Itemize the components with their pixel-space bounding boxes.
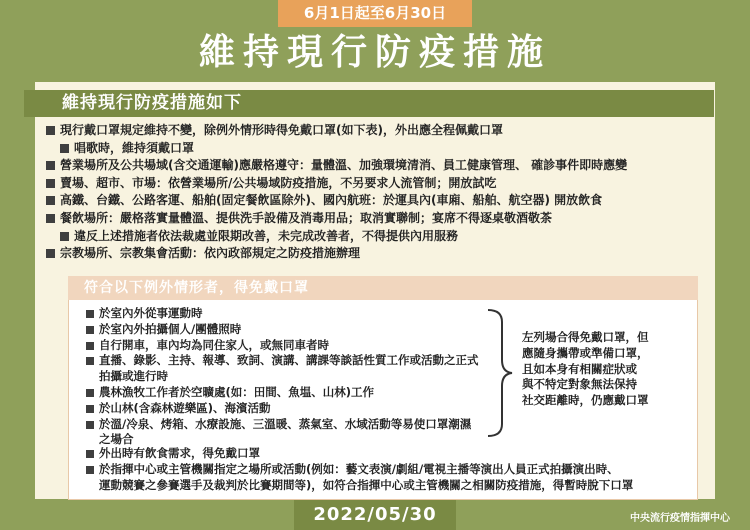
rules-list	[46, 122, 714, 263]
exception-text: 於山林(含森林遊樂區)、海濱活動	[99, 400, 271, 415]
rule-item	[46, 140, 714, 158]
bottom-text: 於指揮中心或主管機關指定之場所或活動(例如：藝文表演/劇組/電視主播等演出人員正式拍攝演出時、	[99, 461, 619, 476]
bullet-square-icon	[86, 389, 94, 397]
brace-icon	[484, 308, 514, 438]
rule-text: 宗教場所、宗教集會活動：依內政部規定之防疫措施辦理	[60, 246, 361, 261]
bottom-item	[86, 446, 706, 462]
exception-item	[86, 353, 481, 385]
rule-item	[46, 175, 714, 193]
bullet-square-icon	[86, 405, 94, 413]
bottom-text: 外出時有飲食需求，得免戴口罩	[99, 446, 260, 460]
rule-item	[46, 157, 714, 175]
rule-item	[46, 192, 714, 210]
bullet-square-icon	[86, 342, 94, 350]
exception-item	[86, 338, 481, 354]
publish-date: 2022/05/30	[294, 500, 456, 530]
bullet-square-icon	[46, 214, 55, 223]
bottom-list	[86, 446, 706, 493]
bullet-square-icon	[60, 144, 69, 153]
bullet-square-icon	[60, 232, 69, 241]
exception-item	[86, 417, 481, 449]
bullet-square-icon	[86, 466, 94, 474]
exception-header	[68, 276, 698, 300]
exception-item	[86, 401, 481, 417]
bullet-square-icon	[86, 326, 94, 334]
bullet-square-icon	[46, 249, 55, 258]
rule-item	[46, 228, 714, 246]
exception-text: 農林漁牧工作者於空曠處(如：田間、魚塭、山林)工作	[99, 384, 375, 399]
bottom-item	[86, 462, 706, 478]
bottom-text: 運動競賽之參賽選手及裁判於比賽期間等)，如符合指揮中心或主管機關之相關防疫措施，得暫時脫下口罩	[99, 477, 634, 492]
exception-heading: 符合以下例外情形者，得免戴口罩	[84, 280, 309, 296]
subtitle-bar	[24, 90, 714, 117]
bullet-square-icon	[46, 161, 55, 170]
exception-note: 左列場合得免戴口罩，但 應隨身攜帶或準備口罩， 且如本身有相關症狀或 與不特定對象無法保持 社交距離時，仍應戴口罩	[522, 330, 649, 408]
exception-text: 直播、錄影、主持、報導、致詞、演講、講課等談話性質工作或活動之正式拍攝或進行時	[99, 353, 479, 384]
exception-text: 於溫/冷泉、烤箱、水療設施、三溫暖、蒸氣室、水域活動等易使口罩潮濕之場合	[99, 416, 472, 447]
organization-label: 中央流行疫情指揮中心	[630, 513, 730, 524]
bullet-square-icon	[86, 450, 94, 458]
bullet-square-icon	[46, 126, 55, 135]
rule-item	[46, 122, 714, 140]
rule-text: 高鐵、台鐵、公路客運、船舶(固定餐飲區除外)、國內航班：於運具內(車廂、船舶、航空器) 開放飲食	[60, 193, 603, 208]
page-title: 維持現行防疫措施	[198, 32, 551, 73]
rule-text: 營業場所及公共場域(含交通運輸)應嚴格遵守：量體溫、加強環境清消、員工健康管理、 確診事件即時應變	[60, 158, 628, 173]
rule-text: 賣場、超市、市場：依營業場所/公共場域防疫措施，不另要求人流管制；開放試吃	[60, 175, 497, 190]
bullet-square-icon	[86, 310, 94, 318]
rule-text: 餐飲場所：嚴格落實量體溫、提供洗手設備及消毒用品；取消實聯制；宴席不得逐桌敬酒敬茶	[60, 210, 553, 225]
bullet-square-icon	[46, 179, 55, 188]
bullet-square-icon	[86, 357, 94, 365]
rule-text: 唱歌時，維持須戴口罩	[74, 140, 195, 155]
rule-item	[46, 210, 714, 228]
exception-item	[86, 306, 481, 322]
exception-text: 於室內外從事運動時	[99, 306, 203, 320]
exception-item	[86, 322, 481, 338]
exception-text: 自行開車，車內均為同住家人，或無同車者時	[99, 337, 329, 352]
bullet-square-icon	[46, 196, 55, 205]
rule-item	[46, 245, 714, 263]
exception-list	[86, 306, 481, 448]
exception-item	[86, 385, 481, 401]
exception-text: 於室內外拍攝個人/團體照時	[99, 321, 242, 336]
rule-text: 現行戴口罩規定維持不變，除例外情形時得免戴口罩(如下表)，外出應全程佩戴口罩	[60, 123, 503, 137]
subtitle-text: 維持現行防疫措施如下	[62, 93, 242, 113]
bullet-square-icon	[86, 421, 94, 429]
date-range-tag: 6月1日起至6月30日	[278, 0, 472, 27]
bottom-item	[86, 478, 706, 494]
rule-text: 違反上述措施者依法裁處並限期改善，未完成改善者，不得提供內用服務	[74, 228, 459, 243]
